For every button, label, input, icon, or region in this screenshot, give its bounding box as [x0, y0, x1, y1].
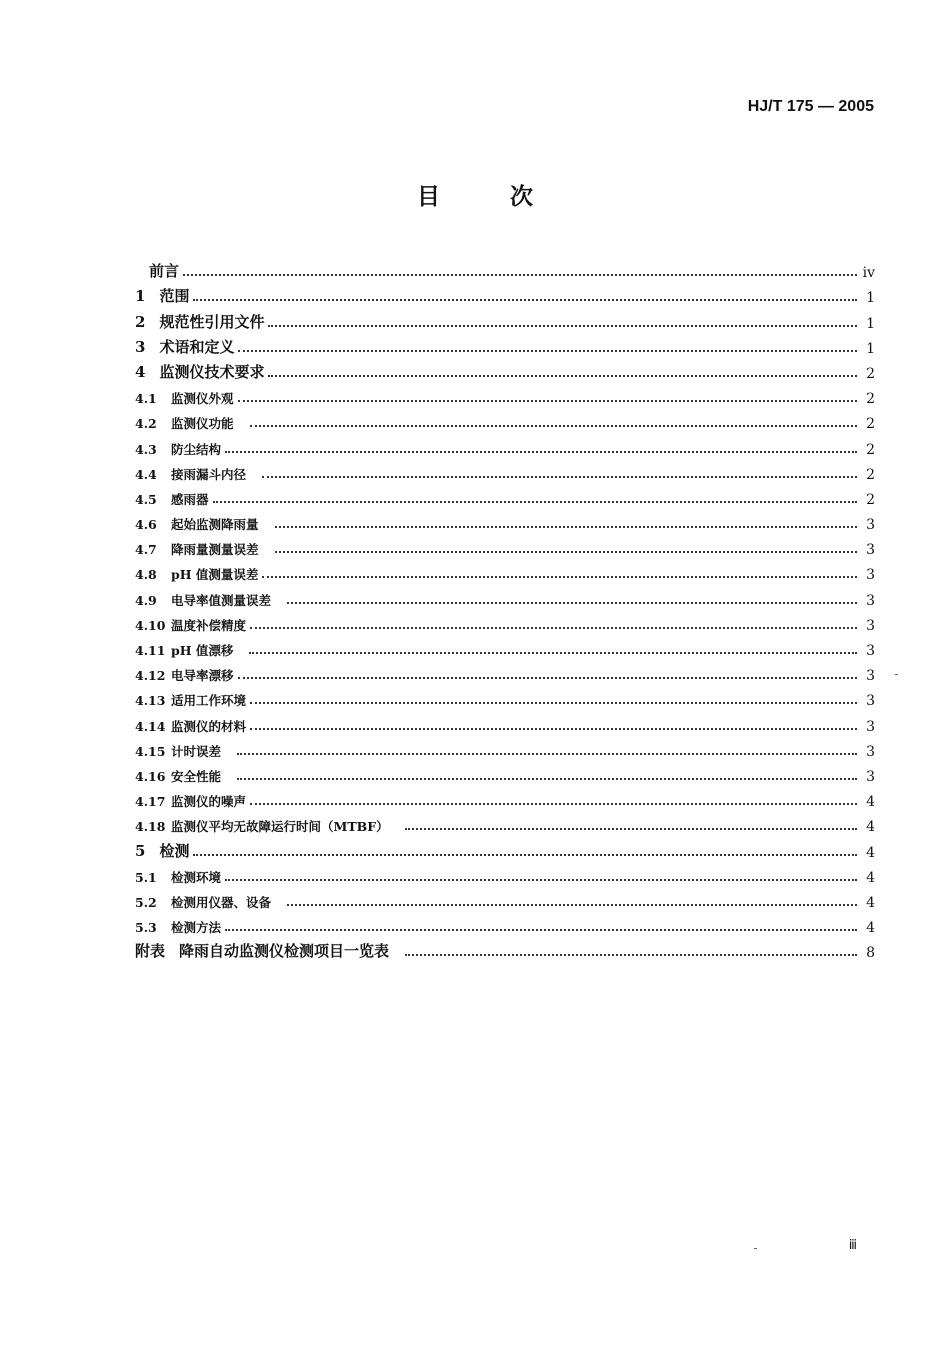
toc-entry-page: 4	[866, 894, 875, 911]
toc-entry-number: 4.2	[135, 416, 157, 432]
toc-entry-number: 5.3	[135, 920, 157, 936]
toc-leader-dots	[250, 702, 857, 704]
toc-heading-char-1: 目	[417, 184, 440, 210]
toc-entry-number: 4.9	[135, 592, 157, 608]
toc-entry-page: 2	[866, 441, 875, 458]
toc-entry-label	[135, 490, 209, 508]
toc-leader-dots	[249, 652, 857, 654]
toc-entry-label	[135, 414, 246, 432]
toc-entry-title: 安全性能	[171, 768, 222, 784]
toc-entry[interactable]	[135, 810, 875, 835]
toc-leader-dots	[250, 803, 857, 805]
toc-entry[interactable]	[135, 835, 875, 860]
toc-entry-title: 适用工作环境	[171, 693, 247, 709]
toc-leader-dots	[213, 501, 857, 503]
toc-entry[interactable]	[135, 281, 875, 306]
toc-entry-page: 3	[866, 542, 875, 559]
toc-entry-label	[135, 389, 234, 407]
toc-entry-page: 4	[866, 794, 875, 811]
toc-entry-page: 3	[866, 768, 875, 785]
toc-entry-number: 4.7	[135, 542, 157, 558]
toc-entry-page: 2	[866, 416, 875, 433]
toc-entry[interactable]	[135, 357, 875, 382]
toc-entry-label	[135, 641, 245, 659]
toc-entry[interactable]	[135, 508, 875, 533]
toc-entry-number: 4.1	[135, 391, 157, 407]
toc-entry-label	[135, 440, 221, 458]
toc-entry[interactable]	[135, 533, 875, 558]
toc-entry-label	[135, 742, 233, 760]
toc-entry[interactable]	[135, 256, 875, 281]
toc-leader-dots	[275, 551, 857, 553]
toc-leader-dots	[268, 325, 857, 327]
toc-entry-title: pH 值漂移	[171, 643, 234, 658]
toc-entry-title: 电导率漂移	[171, 668, 234, 684]
toc-entry-title: 范围	[159, 287, 190, 306]
toc-entry-title: 防尘结构	[171, 441, 222, 457]
toc-entry-title: pH 值测量误差	[171, 567, 259, 583]
toc-entry-page: 2	[866, 466, 875, 483]
toc-entry-title: 检测用仪器、设备	[171, 894, 272, 910]
toc-entry-label	[135, 540, 271, 558]
toc-leader-dots	[193, 854, 857, 856]
toc-entry-label	[135, 940, 401, 961]
toc-entry[interactable]	[135, 684, 875, 709]
toc-entry-label	[135, 840, 189, 861]
toc-entry[interactable]	[135, 458, 875, 483]
toc-entry-number: 1	[135, 287, 146, 306]
toc-entry-page: 4	[866, 920, 875, 937]
toc-entry[interactable]	[135, 306, 875, 331]
toc-entry-page: 2	[866, 391, 875, 408]
toc-entry-page: 3	[866, 567, 875, 584]
toc-leader-dots	[238, 350, 857, 352]
toc-entry[interactable]	[135, 911, 875, 936]
toc-leader-dots	[250, 425, 857, 427]
toc-entry-number: 3	[135, 337, 146, 356]
toc-entry-page: 1	[866, 315, 875, 332]
toc-entry-title: 电导率值测量误差	[171, 592, 272, 608]
toc-entry-number: 4.17	[135, 794, 166, 810]
toc-entry[interactable]	[135, 659, 875, 684]
toc-entry-number: 5.1	[135, 869, 157, 885]
toc-leader-dots	[250, 627, 857, 629]
toc-entry-page: ⅳ	[862, 265, 875, 282]
toc-entry-page: 8	[866, 945, 875, 962]
toc-entry-page: 2	[866, 491, 875, 508]
toc-leader-dots	[238, 677, 857, 679]
toc-entry-page: 2	[866, 365, 875, 382]
toc-entry-label	[135, 792, 246, 810]
toc-entry-label	[135, 465, 258, 483]
toc-leader-dots	[225, 879, 857, 881]
toc-entry-number: 4.11	[135, 643, 166, 658]
toc-entry[interactable]	[135, 382, 875, 407]
toc-entry-title: 监测仪外观	[171, 391, 234, 407]
toc-entry-label	[135, 361, 264, 382]
toc-entry-page: 3	[866, 517, 875, 534]
toc-entry-label	[135, 893, 283, 911]
toc-entry-title: 计时误差	[171, 743, 222, 759]
toc-entry-page: 3	[866, 743, 875, 760]
toc-heading-char-2: 次	[510, 184, 533, 210]
toc-entry-title: 监测仪功能	[171, 416, 234, 432]
toc-leader-dots	[262, 476, 857, 478]
toc-entry-title: 接雨漏斗内径	[171, 466, 247, 482]
toc-entry-label	[135, 515, 271, 533]
toc-entry-label	[135, 691, 246, 709]
toc-entry-title: 监测仪技术要求	[159, 362, 265, 381]
toc-leader-dots	[250, 728, 857, 730]
toc-entry[interactable]	[135, 634, 875, 659]
toc-entry-title: 起始监测降雨量	[171, 517, 259, 533]
toc-leader-dots	[268, 375, 857, 377]
toc-entry-label	[135, 285, 189, 306]
toc-leader-dots	[237, 778, 857, 780]
toc-entry-label	[135, 336, 234, 357]
toc-entry[interactable]	[135, 558, 875, 583]
toc-entry-number: 5.2	[135, 894, 157, 910]
toc-entry[interactable]	[135, 785, 875, 810]
toc-entry-number: 5	[135, 841, 146, 860]
toc-leader-dots	[225, 929, 857, 931]
toc-entry-title: 前言	[149, 262, 180, 281]
toc-entry-number: 4.12	[135, 668, 166, 684]
standard-code: HJ/T 175 — 2005	[747, 98, 874, 115]
toc-entry-label	[135, 565, 258, 583]
toc-entry-label	[135, 666, 234, 684]
toc-leader-dots	[287, 602, 857, 604]
toc-entry-page: 3	[866, 643, 875, 659]
toc-entry-number: 4	[135, 362, 146, 381]
toc-leader-dots	[405, 828, 857, 830]
toc-entry-label	[135, 260, 179, 281]
toc-entry[interactable]	[135, 583, 875, 608]
toc-entry-title: 监测仪的材料	[171, 718, 247, 734]
toc-entry-title: 规范性引用文件	[159, 312, 265, 331]
toc-leader-dots	[183, 274, 857, 276]
toc-entry-page: 3	[866, 592, 875, 609]
toc-entry-number: 4.8	[135, 567, 157, 583]
toc-entry-number: 4.4	[135, 466, 157, 482]
table-of-contents	[135, 256, 875, 961]
toc-entry[interactable]	[135, 760, 875, 785]
toc-entry-title: 监测仪的噪声	[171, 794, 247, 810]
toc-entry-page: 4	[866, 844, 875, 861]
toc-entry-label	[135, 767, 233, 785]
scan-speck	[895, 674, 898, 675]
toc-entry-title: 检测环境	[171, 869, 222, 885]
toc-entry-number: 4.5	[135, 491, 157, 507]
toc-entry-title: 感雨器	[171, 491, 209, 507]
toc-entry-number: 4.15	[135, 743, 166, 759]
toc-entry[interactable]	[135, 483, 875, 508]
toc-entry[interactable]	[135, 432, 875, 457]
toc-entry[interactable]	[135, 709, 875, 734]
toc-leader-dots	[275, 526, 857, 528]
toc-entry-label	[135, 591, 283, 609]
toc-leader-dots	[238, 400, 857, 402]
toc-entry-page: 1	[866, 290, 875, 307]
toc-entry-title: 检测	[159, 841, 190, 860]
toc-entry-title: 检测方法	[171, 920, 222, 936]
toc-entry-number: 4.14	[135, 718, 166, 734]
toc-entry-label	[135, 311, 264, 332]
toc-leader-dots	[262, 576, 857, 578]
toc-entry-title: 降雨自动监测仪检测项目一览表	[179, 942, 390, 961]
toc-entry-number: 4.10	[135, 617, 166, 633]
toc-entry-number: 4.3	[135, 441, 157, 457]
toc-entry[interactable]	[135, 332, 875, 357]
toc-entry-number: 4.6	[135, 517, 157, 533]
toc-leader-dots	[193, 299, 857, 301]
toc-entry[interactable]	[135, 936, 875, 961]
toc-leader-dots	[405, 954, 857, 956]
toc-entry-page: 3	[866, 718, 875, 735]
toc-entry-label	[135, 717, 246, 735]
toc-entry-label	[135, 616, 246, 634]
toc-leader-dots	[237, 753, 857, 755]
toc-entry-page: 4	[866, 819, 875, 836]
toc-entry-label	[135, 918, 221, 936]
toc-entry-label	[135, 817, 401, 835]
toc-entry-page: 3	[866, 693, 875, 710]
toc-entry-number: 附表	[135, 942, 166, 961]
toc-entry-page: 4	[866, 869, 875, 886]
toc-entry[interactable]	[135, 609, 875, 634]
toc-entry-number: 4.16	[135, 768, 166, 784]
page-number: ⅲ	[848, 1238, 857, 1253]
toc-entry-number: 4.18	[135, 819, 166, 835]
toc-entry-page: 3	[866, 668, 875, 685]
toc-entry[interactable]	[135, 735, 875, 760]
scan-speck	[754, 1248, 757, 1249]
toc-entry-title: 温度补偿精度	[171, 617, 247, 633]
toc-leader-dots	[225, 451, 857, 453]
toc-entry-title: 降雨量测量误差	[171, 542, 259, 558]
toc-entry[interactable]	[135, 407, 875, 432]
toc-entry[interactable]	[135, 886, 875, 911]
toc-entry-title: 术语和定义	[159, 337, 235, 356]
toc-entry-title: 监测仪平均无故障运行时间（MTBF）	[171, 819, 389, 835]
toc-leader-dots	[287, 904, 857, 906]
toc-entry-number: 4.13	[135, 693, 166, 709]
toc-entry-label	[135, 868, 221, 886]
toc-entry-number: 2	[135, 312, 146, 331]
toc-entry-page: 1	[866, 340, 875, 357]
toc-entry-page: 3	[866, 617, 875, 634]
toc-heading	[0, 178, 950, 211]
toc-entry[interactable]	[135, 861, 875, 886]
